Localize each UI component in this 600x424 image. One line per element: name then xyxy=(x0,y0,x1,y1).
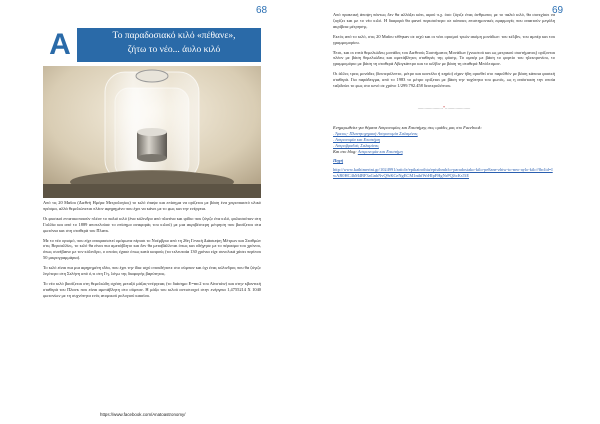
source-label: Πηγή xyxy=(333,158,344,164)
left-article-text xyxy=(43,200,261,303)
facebook-group-link[interactable]: . Αστροβραδιές Σαλαμίνας xyxy=(333,142,379,148)
blog-link[interactable]: Αστρονομία και Επιστήμη xyxy=(357,148,403,154)
paragraph: Έτσι, και οι επτά θεμελιώδεις μονάδες του Διεθνούς Συστήματος Μονάδων (γνωστού και ως μετρικού συστήματος) ορίζονται πλέον με βάση θεμελιώδεις και αμετάβλητες σταθερές της φύσης. Το αμπέρ με βάση το φορτίο του ηλεκτρονίου, το γραμμομόριο με βάση τη σταθερά Αβογκάντρο και το κέλβιν με βάση τη σταθερά Μπόλτσμαν. xyxy=(333,49,555,67)
right-page xyxy=(300,0,600,424)
paragraph: Εκτός από το κιλό, στις 20 Μαΐου τέθηκαν σε ισχύ και οι νέοι ορισμοί τριών ακόμη μονάδων: του κέλβιν, του αμπέρ και του γραμμομορίου. xyxy=(333,33,555,45)
paragraph: Το κιλό είναι πια μια αφηρημένη ιδέα, που έχει την ίδια ισχύ οπουδήποτε στο σύμπαν και όχι ένας κύλινδρος που θα ζύγιζε λιγότερο στη Σελήνη από ό,τι στη Γη, λόγω της διαφορής βαρύτητας. xyxy=(43,265,261,277)
paragraph: Το νέο κιλό βασίζεται στη θεμελιώδη σχέση μεταξύ μάζας-ενέργειας (το διάσημο E=mc2 του Αϊνστάιν) και στην κβαντική σταθερά του Πλανκ που είναι αμετάβλητη στο σύμπαν. Η μάζα του κιλού αντιστοιχεί στην ενέργεια 1,4755214 Χ 1040 φωτονίων με τη συχνότητα ενός ατομικού ρολογιού καισίου. xyxy=(43,280,261,298)
separator-mark: * xyxy=(442,104,446,110)
page-number: 69 xyxy=(552,5,564,16)
magazine-logo xyxy=(43,28,77,62)
article-title-line-2: ζήτω το νέο... άυλο κιλό xyxy=(127,45,221,55)
paragraph: Με το νέο ορισμό, που είχε αποφασιστεί ομόφωνα πέρυσι το Νοέμβριο από τη 26η Γενική Διάσκεψη Μέτρων και Σταθμών στις Βερσαλλίες, το κιλό θα είναι πια αμετάβλητο και δεν θα μεταβάλλεται όπως και οδήγησε με το πέρασμα του χρόνου, όπως συνέβαινε με τον κύλινδρο, ο οποίος έχασε όπως κατά καιρούς (τα τελευταία 130 χρόνια είχε συνολικά χάσει περίπου 50 μικρογραμμάρια). xyxy=(43,237,261,261)
blog-line xyxy=(333,149,555,155)
facebook-follow-intro: Ενημερωθείτε για θέματα Αστρονομίας και Επιστήμης στις ομάδες μας στο Facebook: xyxy=(333,124,482,130)
page-number: 68 xyxy=(256,5,268,16)
paragraph: Από πρακτική άποψη πάντως δεν θα αλλάξει κάτι, αφού π.χ. όσο ζύγιζε ένας άνθρωπος με το παλιό κιλό, θα συνεχίσει να ζυγίζει και με το νέο κιλό. Η διαφορά θα φανεί περισσότερο σε κάποιες επιστημονικές εφαρμογές που απαιτούν μεγάλη ακρίβεια μέτρησης. xyxy=(333,12,555,29)
kilogram-bell-jar-illustration xyxy=(43,66,261,198)
paragraph: Οι φυσικοί εντατικοποιούν πλέον το παλιό κιλό (ένα κύλινδρο από πλατίνα και ιρίδιο που ζύγιζε ένα κιλό, φυλασσόταν στη Γαλλία και από το 1889 αποτελούσε το επίσημο αναφοράς του κιλού) με μια ακριβέστερη μέτρηση που βασίζεται στα φωτόνια και στη σταθερά του Πλανκ. xyxy=(43,215,261,233)
paragraph: Οι άλλες τρεις μονάδες (δευτερόλεπτο, μέτρο και καντέλα ή κηρίο) είχαν ήδη ορισθεί στο παρελθόν με βάση κάποια φυσική σταθερά. Για παράδειγμα, από το 1983 το μέτρο ορίζεται με βάση την ταχύτητα του φωτός, ως η απόσταση την οποία ταξιδεύει το φως στο κενό σε χρόνο 1/299.792.458 δευτερολέπτου. xyxy=(333,71,555,89)
page-footer-link[interactable]: https://www.facebook.com/Anatoastronomy/ xyxy=(100,412,186,417)
article-title-line-1: Το παραδοσιακό κιλό «πέθανε», xyxy=(112,31,236,41)
section-separator xyxy=(333,105,555,111)
facebook-group-link[interactable]: . Άρειος- Πλανητοχημική Αστρονομία Σαλαμίνας xyxy=(333,130,418,136)
facebook-group-link[interactable]: . Αστρονομία και Επιστήμη xyxy=(333,136,380,142)
paragraph: Από τις 20 Μαΐου (Διεθνή Ημέρα Μετρολογίας) το κιλό έπαψε και επίσημα να ορίζεται με βάση ένα χειροπιαστό υλικό πρόσμα, αλλά θεμελιώνεται πλέον αφηρημένο που έχει να κάνει με το φως και την ενέργεια. xyxy=(43,200,261,211)
separator-dots: ...................... xyxy=(417,104,443,110)
right-article-text xyxy=(333,12,555,179)
separator-dots: ...................... xyxy=(445,104,471,110)
kilogram-prototype-photo xyxy=(43,66,261,198)
source-url-link[interactable]: http://www.kathimerini.gr/1024991/article/epikairothta/episthmh/to-paradosiako-kilo-pe8ane-zhtw-to-neo-aylo-kilo?fbclid=IwAR0HC4hM4BF3aGnhNvQ9rKCeNgECM1nthfWrHIpFHgNrPQJtcKsTiE xyxy=(333,167,553,179)
logo-letter: A xyxy=(49,28,71,61)
blog-prefix: Και στο blog: xyxy=(333,148,358,154)
